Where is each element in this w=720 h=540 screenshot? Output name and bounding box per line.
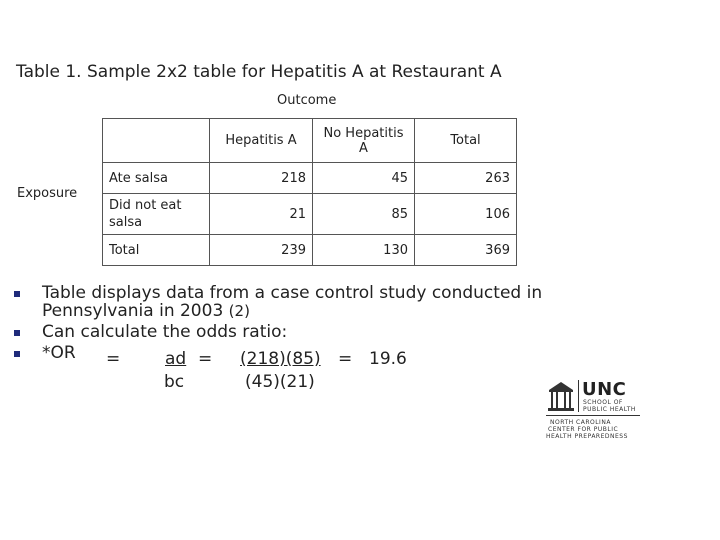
formula-equals: = xyxy=(338,349,353,369)
formula-numerator-symbol: ad xyxy=(165,349,187,369)
bullet-text-line2: Pennsylvania in 2003 xyxy=(42,301,229,321)
bullet-square-icon xyxy=(14,291,20,297)
cell-c: 21 xyxy=(210,194,313,235)
header-cell-empty xyxy=(103,119,210,163)
table-row xyxy=(103,194,517,235)
bullet-square-icon xyxy=(14,330,20,336)
bullet-text: *OR xyxy=(42,343,76,363)
cell-row-total: 263 xyxy=(415,163,517,194)
bullet-text: Table displays data from a case control study conducted in xyxy=(42,283,543,303)
formula-denominator-symbol: bc xyxy=(164,372,185,392)
cell-col-total: 130 xyxy=(313,235,415,266)
outcome-label: Outcome xyxy=(277,93,337,108)
header-cell-no-hepatitis-a: No Hepatitis A xyxy=(313,119,415,163)
unc-logo xyxy=(544,378,644,440)
cell-row-total: 106 xyxy=(415,194,517,235)
cell-col-total: 239 xyxy=(210,235,313,266)
logo-center-line-2: CENTER FOR PUBLIC xyxy=(548,426,619,433)
logo-center-line-1: NORTH CAROLINA xyxy=(550,419,611,426)
logo-subtitle-1: SCHOOL OF xyxy=(583,399,623,406)
logo-wordmark: UNC xyxy=(582,379,627,400)
row-label-total: Total xyxy=(103,235,210,266)
logo-rule xyxy=(546,415,640,416)
cell-a: 218 xyxy=(210,163,313,194)
list-item xyxy=(14,284,542,320)
bullet-square-icon xyxy=(14,351,20,357)
logo-center-line-3: HEALTH PREPAREDNESS xyxy=(546,433,628,440)
table-caption: Table 1. Sample 2x2 table for Hepatitis A at Restaurant A xyxy=(16,62,502,82)
formula-numerator-values: (218)(85) xyxy=(240,349,321,369)
formula-denominator-values: (45)(21) xyxy=(245,372,315,392)
cell-b: 45 xyxy=(313,163,415,194)
two-by-two-table xyxy=(102,118,517,266)
row-label-ate-salsa: Ate salsa xyxy=(103,163,210,194)
cell-grand-total: 369 xyxy=(415,235,517,266)
header-cell-hepatitis-a: Hepatitis A xyxy=(210,119,313,163)
table-header-row xyxy=(103,119,517,163)
table-row xyxy=(103,163,517,194)
logo-subtitle-2: PUBLIC HEALTH xyxy=(583,406,636,413)
table-row xyxy=(103,235,517,266)
list-item xyxy=(14,323,542,341)
exposure-label: Exposure xyxy=(17,186,78,201)
formula-equals: = xyxy=(106,349,121,369)
reference-number: (2) xyxy=(228,302,250,320)
formula-equals: = xyxy=(198,349,213,369)
cell-d: 85 xyxy=(313,194,415,235)
odds-ratio-result: 19.6 xyxy=(369,349,407,369)
header-cell-total: Total xyxy=(415,119,517,163)
bullet-text-continued xyxy=(42,302,542,320)
old-well-icon xyxy=(546,380,576,414)
bullet-text: Can calculate the odds ratio: xyxy=(42,322,288,342)
row-label-did-not-eat-salsa: Did not eat salsa xyxy=(103,194,210,235)
logo-divider xyxy=(578,380,579,412)
